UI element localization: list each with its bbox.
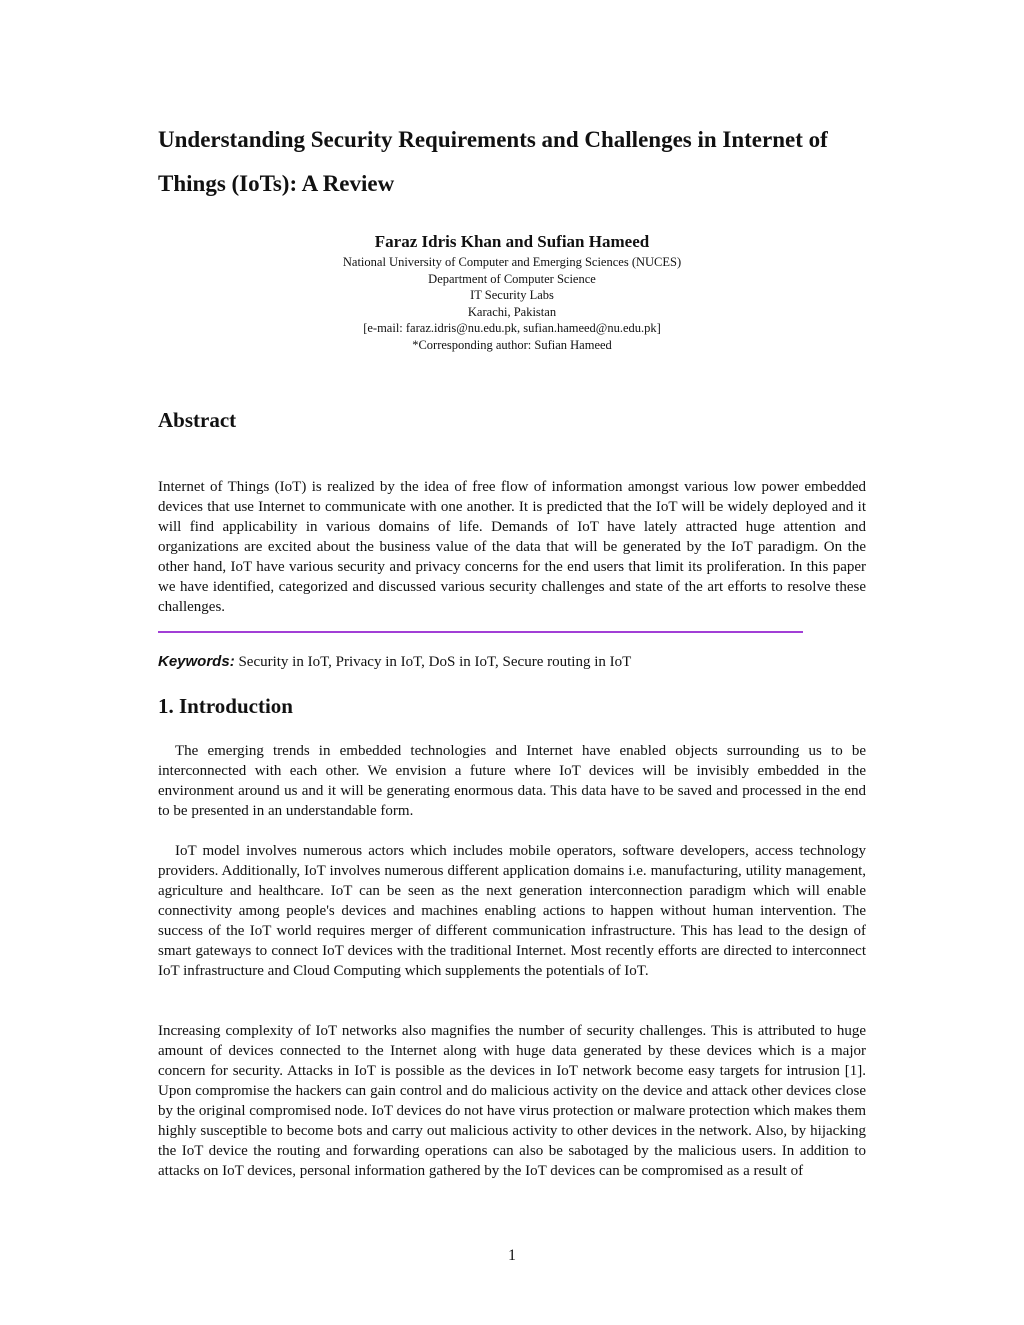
intro-paragraph: Increasing complexity of IoT networks also magnifies the number of security challenges. This is attributed to huge amount of devices connected to the Internet along with huge data generated by these devices which is a major concern for security. Attacks in IoT is possible as the devices in IoT network become easy targets for intrusion [1]. Upon compromise the hackers can gain control and do malicious activity on the device and attack other devices close by the original compromised node. IoT devices do not have virus protection or malware protection which makes them highly susceptible to become bots and carry out malicious activity to other devices in the network. Also, by hijacking the IoT device the routing and forwarding operations can also be sabotaged by the malicious users. In addition to attacks on IoT devices, personal information gathered by the IoT devices can be compromised as a result of (158, 1023, 866, 1179)
abstract-text: Internet of Things (IoT) is realized by the idea of free flow of information amongst various low power embedded devices that use Internet to communicate with one another. It is predicted that the IoT will be widely deployed and it will find applicability in various domains of life. Demands of IoT have lately attracted huge attention and organizations are excited about the business value of the data that will be generated by the IoT paradigm. On the other hand, IoT have various security and privacy concerns for the end users that limit its proliferation. In this paper we have identified, categorized and discussed various security challenges and state of the art efforts to resolve these challenges. (158, 479, 866, 615)
section-divider (158, 631, 803, 633)
author-names: Faraz Idris Khan and Sufian Hameed (374, 232, 650, 251)
corresponding-author: *Corresponding author: Sufian Hameed (412, 337, 612, 352)
page-number: 1 (508, 1247, 516, 1264)
keywords-label: Keywords: (158, 653, 235, 670)
keywords-text: Security in IoT, Privacy in IoT, DoS in IoT, Secure routing in IoT (238, 654, 632, 670)
affiliation-university: National University of Computer and Emerging Sciences (NUCES) (342, 255, 682, 269)
paper-title: Understanding Security Requirements and Challenges in Internet of Things (IoTs): A Review (158, 127, 828, 196)
introduction-heading: 1. Introduction (158, 694, 293, 718)
keywords-line (158, 651, 631, 673)
affiliation-lab: IT Security Labs (470, 288, 554, 302)
abstract-heading: Abstract (158, 408, 237, 432)
author-emails: [e-mail: faraz.idris@nu.edu.pk, sufian.hameed@nu.edu.pk] (363, 321, 661, 335)
intro-paragraph: IoT model involves numerous actors which includes mobile operators, software developers, access technology providers. Additionally, IoT involves numerous different application domains i.e. manufacturing, utility management, agriculture and healthcare. IoT can be seen as the next generation interconnection paradigm which will enable connectivity among people's devices and machines enabling actions to happen without human intervention. The success of the IoT world requires merger of different communication infrastructure. This has lead to the design of smart gateways to connect IoT devices with the traditional Internet. Most recently efforts are directed to interconnect IoT infrastructure and Cloud Computing which supplements the potentials of IoT. (158, 843, 866, 979)
intro-paragraph: The emerging trends in embedded technologies and Internet have enabled objects surrounding us to be interconnected with each other. We envision a future where IoT devices will be invisibly embedded in the environment around us and it will be generating enormous data. This data have to be saved and processed in the end to be presented in an understandable form. (158, 743, 866, 819)
affiliation-department: Department of Computer Science (428, 271, 596, 286)
affiliation-location: Karachi, Pakistan (467, 304, 557, 319)
author-block (158, 230, 866, 353)
